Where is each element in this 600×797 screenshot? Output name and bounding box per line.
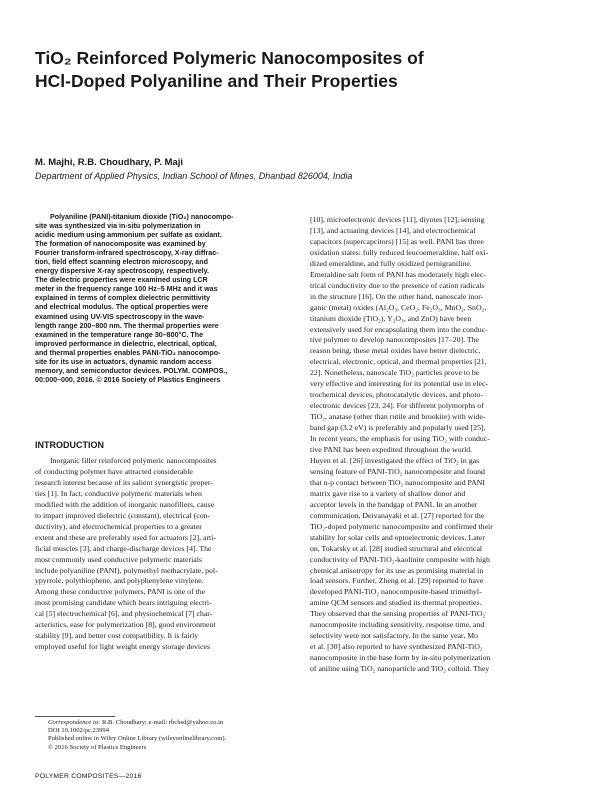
abstract-line: energy dispersive X-ray spectroscopy, respectively. bbox=[35, 267, 210, 276]
abstract-block bbox=[35, 213, 289, 385]
abstract-line: and electrical modulus. The optical properties were bbox=[35, 303, 209, 312]
body-line: electrical, electronic, optical, and thermal properties [21, bbox=[310, 357, 487, 367]
body-line: ganic (metal) oxides (Al₂O₃, CeO₂, Fe₂O₃, MnO₂, SnO₂, bbox=[310, 302, 487, 312]
abstract-line: improved performance in dielectric, electrical, optical, bbox=[35, 339, 217, 348]
introduction-line: employed useful for light weight energy storage devices bbox=[35, 642, 211, 652]
title-line-2: HCl-Doped Polyaniline and Their Properties bbox=[35, 71, 398, 91]
introduction-line: ties [1]. In fact, conductive polymeric materials when bbox=[35, 488, 202, 498]
body-line: electronic devices [23, 24]. For different polymorphs of bbox=[310, 401, 484, 411]
body-line: chemical anisotropy for its use as promising material in bbox=[310, 565, 484, 575]
introduction-line: ypyrrole, polythiophene, and polyphenylene vinylene. bbox=[35, 576, 204, 586]
introduction-line: research interest because of its salient synergistic proper- bbox=[35, 477, 213, 487]
title-line-1: TiO₂ Reinforced Polymeric Nanocomposites of bbox=[35, 48, 424, 68]
body-line: band gap (3.2 eV) is preferably and popularly used [25]. bbox=[310, 423, 486, 433]
body-line: titanium dioxide (TiO₂), Y₂O₃, and ZnO) have been bbox=[310, 313, 472, 323]
section-heading-introduction: INTRODUCTION bbox=[35, 440, 104, 450]
introduction-line: to impart improved dielectric (constant), electrical (con- bbox=[35, 510, 211, 520]
body-line: They observed that the sensing properties of PANI-TiO₂ bbox=[310, 609, 486, 619]
introduction-line: ficial muscles [3], and charge-discharge devices [4]. The bbox=[35, 543, 212, 553]
introduction-line: cal [5] electrochemical [6], and physiochemical [7] char- bbox=[35, 609, 213, 619]
abstract-line: site for its use in actuators, dynamic random access bbox=[35, 357, 212, 366]
abstract-line: Fourier transform-infrared spectroscopy, X-ray diffrac- bbox=[35, 249, 219, 258]
body-line: [13], and actuating devices [14], and electrochemical bbox=[310, 225, 476, 235]
introduction-line: ductivity), and electrochemical properties to a greater bbox=[35, 521, 202, 531]
abstract-line: memory, and semiconductor devices. POLYM. COMPOS., bbox=[35, 366, 228, 375]
abstract-line: The dielectric properties were examined using LCR bbox=[35, 276, 208, 285]
abstract-line: Polyaniline (PANI)-titanium dioxide (TiO₂) nanocompo- bbox=[50, 213, 234, 221]
abstract-line: tion, field effect scanning electron microscopy, and bbox=[35, 258, 208, 267]
body-line: that n-p contact between TiO₂ nanocomposite and PANI bbox=[310, 477, 486, 487]
body-line: Emeraldine salt form of PANI has moderately high elec- bbox=[310, 269, 486, 279]
body-line: trical conductivity due to the presence of cation radicals bbox=[310, 280, 485, 290]
body-line: on, Tokarsky et al. [28] studied structural and electrical bbox=[310, 543, 483, 553]
introduction-line: modified with the addition of inorganic nanofillers, cause bbox=[35, 499, 215, 509]
introduction-line: most commonly used conductive polymeric materials bbox=[35, 554, 202, 564]
body-line: stability for solar cells and optoelectronic devices. Later bbox=[310, 532, 485, 542]
body-line: conductivity of PANI-TiO₂-kaolinite composite with high bbox=[310, 554, 490, 564]
author-list: M. Majhi, R.B. Choudhary, P. Maji bbox=[35, 157, 183, 168]
abstract-line: 00:000–000, 2016. © 2016 Society of Plastics Engineers bbox=[35, 375, 221, 384]
body-line: TiO₂-doped polymeric nanocomposite and confirmed their bbox=[310, 521, 493, 531]
introduction-line: most promising candidate which bears intriguing electri- bbox=[35, 598, 212, 608]
body-line: selectivity were not satisfactory. In the same year, Mo bbox=[310, 631, 479, 641]
introduction-line: Among these conductive polymers, PANI is one of the bbox=[35, 587, 206, 597]
footnotes bbox=[48, 719, 288, 752]
abstract-line: length range 200–800 nm. The thermal properties were bbox=[35, 321, 219, 330]
body-line: [10], microelectronic devices [11], diyotes [12], sensing bbox=[310, 215, 485, 224]
introduction-line: include polyaniline (PANI), polymethyl methacrylate, pol- bbox=[35, 565, 218, 575]
abstract-line: and thermal properties enables PANI-TiO₂ nanocompo- bbox=[35, 348, 221, 357]
author-affiliation: Department of Applied Physics, Indian School of Mines, Dhanbad 826004, India bbox=[35, 171, 353, 181]
body-line: et al. [30] also reported to have synthesized PANI-TiO₂ bbox=[310, 642, 483, 652]
body-line: In recent years, the emphasis for using TiO₂ with conduc- bbox=[310, 434, 490, 444]
body-line: sensing feature of PANI-TiO₂ nanocomposite and found bbox=[310, 466, 485, 476]
body-line: extensively used for encapsulating them into the conduc- bbox=[310, 324, 488, 334]
body-line: communication, Deivanayaki et al. [27] reported for the bbox=[310, 510, 485, 520]
body-line: nanocomposite including sensitivity, response time, and bbox=[310, 620, 485, 630]
journal-footer: POLYMER COMPOSITES—2016 bbox=[35, 773, 142, 780]
body-line: dized emeraldine, and fully oxidized pernigraniline. bbox=[310, 258, 472, 268]
abstract-line: acidic medium using ammonium per sulfate as oxidant. bbox=[35, 231, 222, 240]
introduction-line: of conducting polymer have attracted considerable bbox=[35, 466, 193, 476]
footnote-divider bbox=[35, 716, 115, 717]
body-line: in the structure [16]. On the other hand, nanoscale inor- bbox=[310, 291, 484, 301]
introduction-line: acteristics, ease for polymerization [8], good environment bbox=[35, 620, 216, 630]
abstract-line: site was synthesized via in-situ polymerization in bbox=[35, 222, 201, 231]
introduction-line: Inorganic filler reinforced polymeric nanocomposites bbox=[50, 456, 217, 465]
footnote-published: Published online in Wiley Online Library (wileyonlinelibrary.com). bbox=[48, 735, 227, 743]
body-line: reason being, these metal oxides have better dielectric, bbox=[310, 346, 481, 356]
introduction-line: extent and these are preferably used for actuators [2], arti- bbox=[35, 532, 216, 542]
body-line: tive PANI has been expedited throughout the world. bbox=[310, 445, 473, 455]
body-line: developed PANI-TiO₂ nanocomposite-based trimethyl- bbox=[310, 587, 482, 597]
body-line: of aniline using TiO₂ nanoparticle and TiO₂ colloid. They bbox=[310, 664, 490, 674]
body-line: capacitors (supercapcitors) [15] as well. PANI has three bbox=[310, 236, 484, 246]
abstract-line: The formation of nanocomposite was examined by bbox=[35, 240, 206, 249]
body-line: trochemical devices, photocatalytic devices, and photo- bbox=[310, 390, 483, 400]
abstract-line: examined in the temperature range 30–800°C. The bbox=[35, 330, 204, 339]
introduction-line: stability [9], and better cost compatibility. It is fairly bbox=[35, 631, 199, 641]
footnote-doi: DOI 10.1002/pc.23994 bbox=[48, 727, 109, 735]
body-line: oxidation states: fully reduced leucoemeraldine, half oxi- bbox=[310, 247, 489, 257]
footnote-copyright: © 2016 Society of Plastics Engineers bbox=[48, 743, 147, 751]
abstract-line: meter in the frequency range 100 Hz–5 MHz and it was bbox=[35, 285, 218, 294]
body-line: 22]. Nonetheless, nanoscale TiO₂ particles prove to be bbox=[310, 368, 480, 378]
paper-title bbox=[35, 47, 565, 93]
right-column-text bbox=[310, 215, 566, 675]
body-line: very effective and interesting for its potential use in elec- bbox=[310, 379, 489, 389]
abstract-line: explained in terms of complex dielectric permittivity bbox=[35, 294, 211, 303]
body-line: tive polymer to develop nanocomposites [17–20]. The bbox=[310, 335, 479, 345]
abstract-line: examined using UV-VIS spectroscopy in the wave- bbox=[35, 312, 205, 321]
body-line: load sensors. Further, Zheng et al. [29] reported to have bbox=[310, 576, 484, 586]
body-line: TiO₂, anatase (other than rutile and brookite) with wide- bbox=[310, 412, 486, 422]
abstract-text bbox=[35, 213, 289, 385]
body-line: acceptor levels in the bandgap of PANI. In an another bbox=[310, 499, 478, 509]
body-line: amine QCM sensors and studied its thermal properties. bbox=[310, 598, 482, 608]
footnote-correspondence: Correspondence to: R.B. Choudhary; e-mail: rbchsd@yahoo.co.in bbox=[48, 719, 224, 726]
body-line: nanocomposite in the base form by in-situ polymerization bbox=[310, 653, 491, 663]
body-line: matrix gave rise to a variety of shallow donor and bbox=[310, 488, 466, 498]
body-line: Huyen et al. [26] investigated the effect of TiO₂ in gas bbox=[310, 455, 480, 465]
introduction-text bbox=[35, 456, 289, 653]
